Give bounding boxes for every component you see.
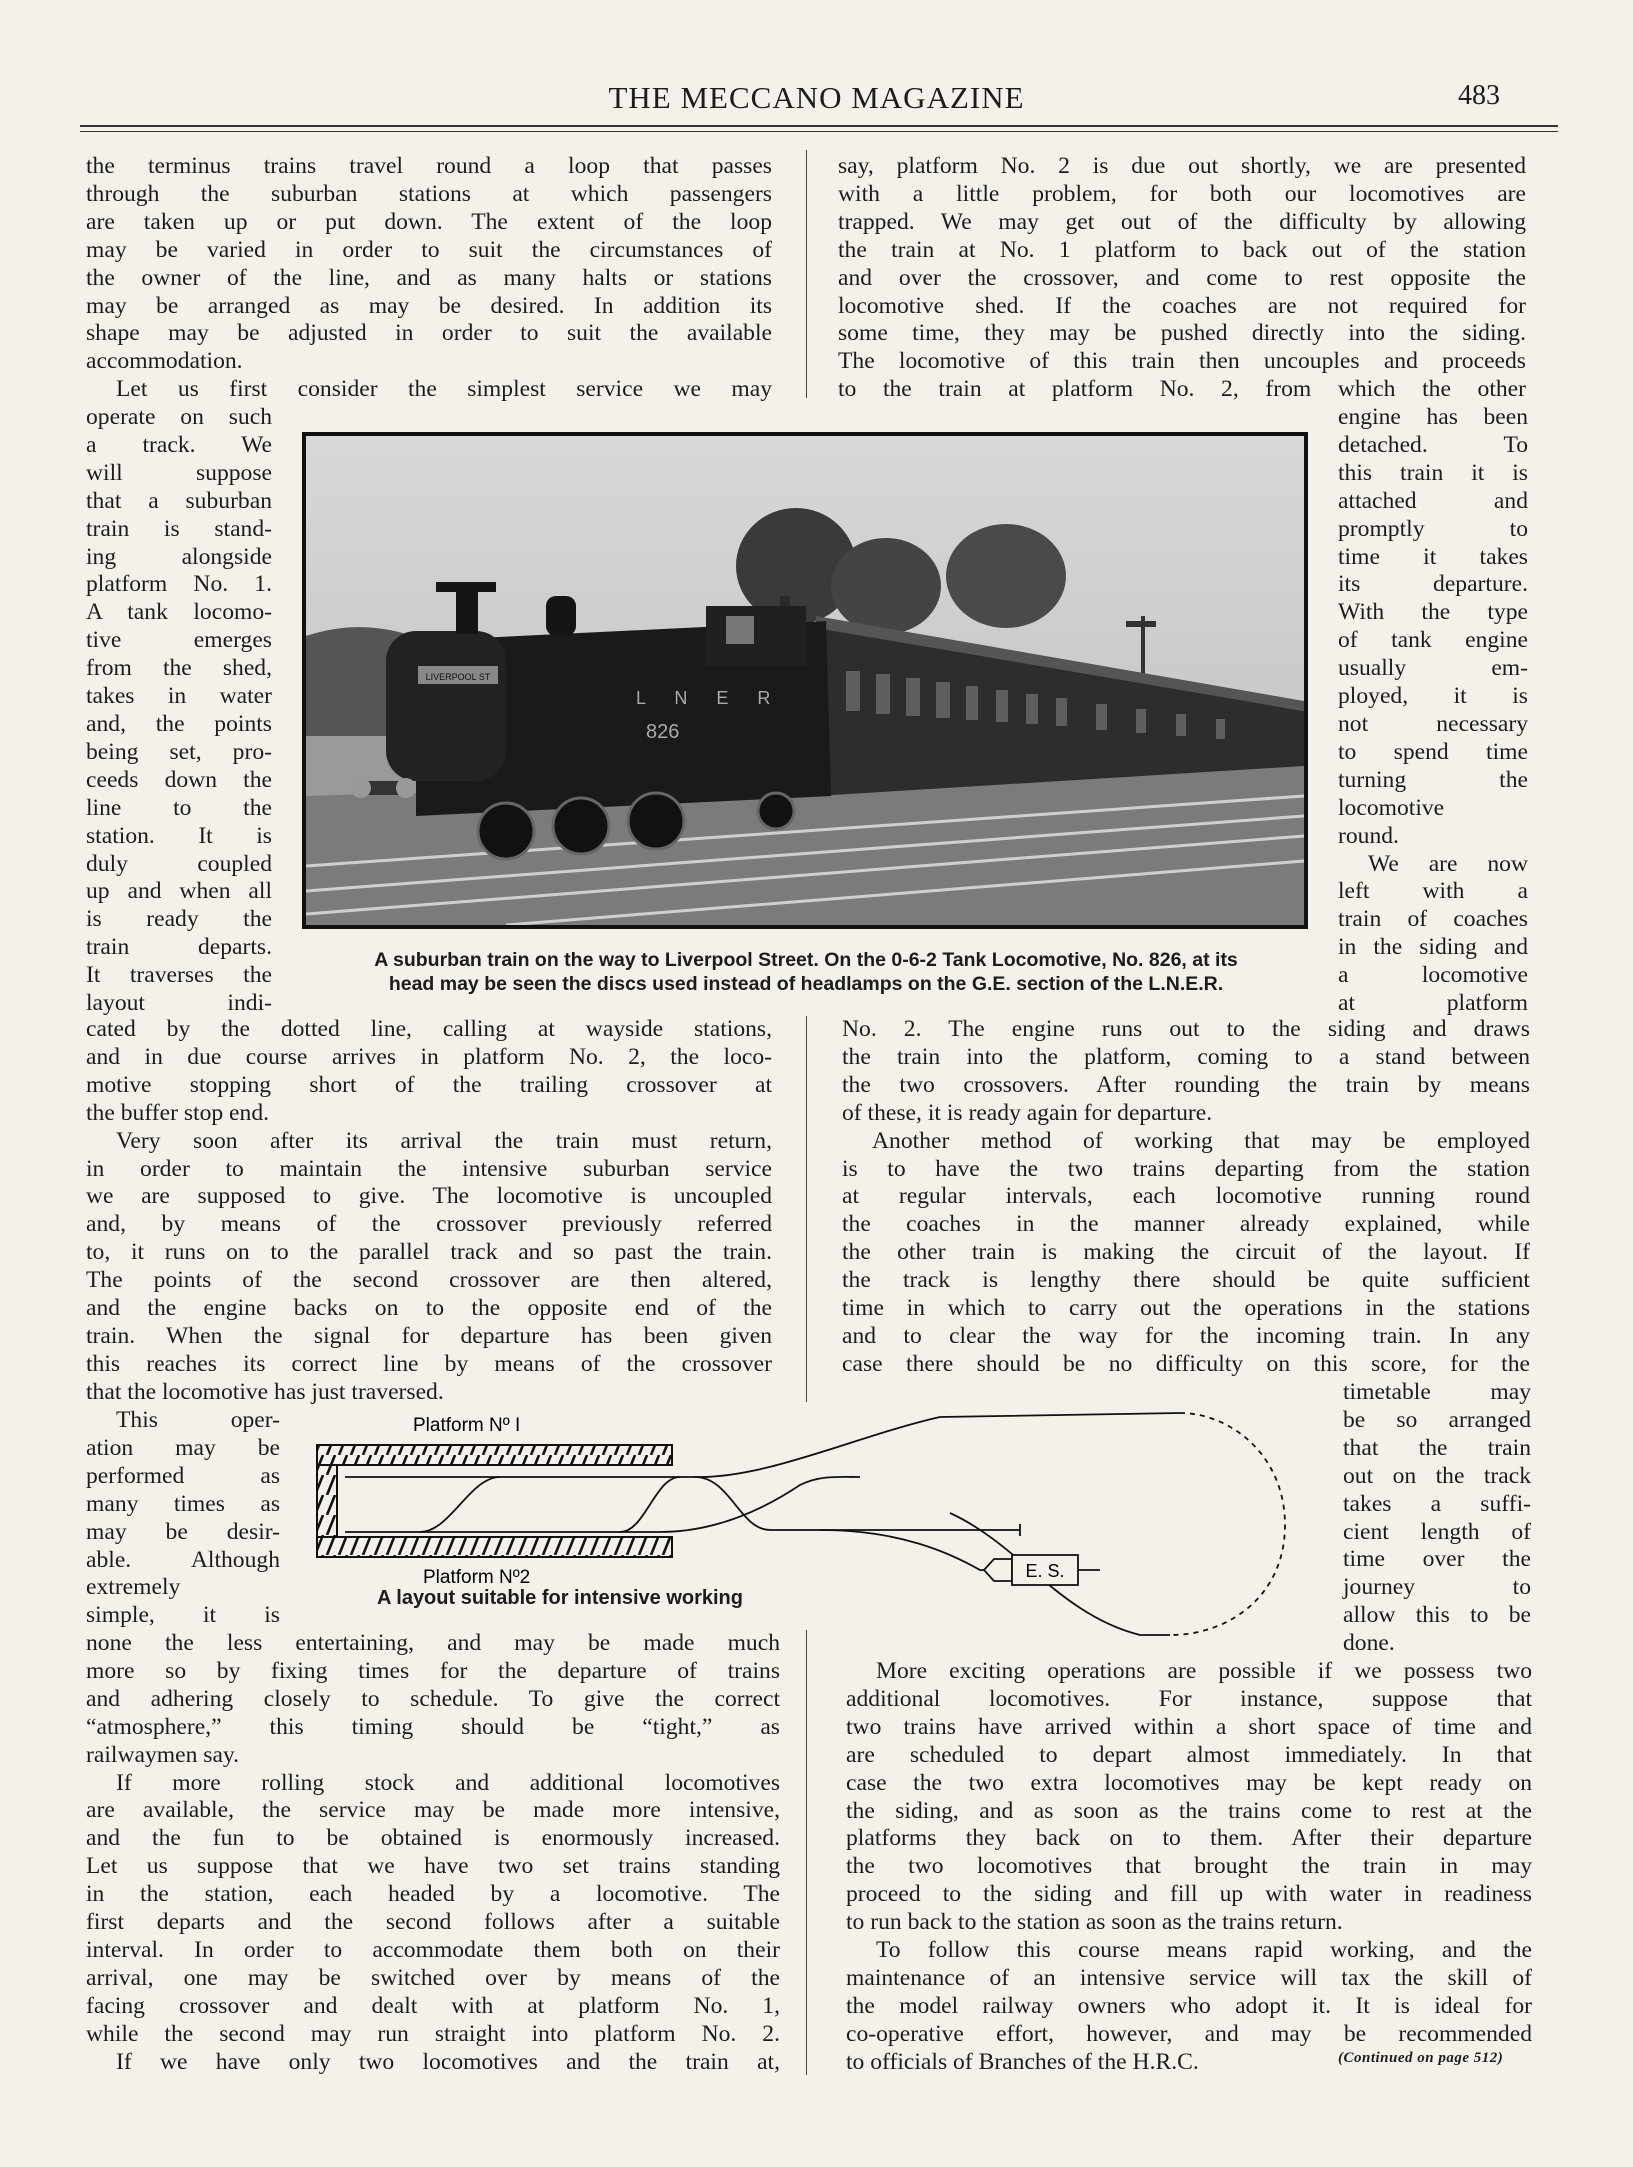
text-line: takes a suffi- bbox=[1343, 1490, 1531, 1517]
text-line: timetable may bbox=[1343, 1379, 1531, 1405]
text-line: and, by means of the crossover previously referred bbox=[86, 1211, 772, 1238]
magazine-title: THE MECCANO MAGAZINE bbox=[608, 80, 1025, 115]
text-line: and adhering closely to schedule. To give the correct bbox=[86, 1685, 780, 1712]
text-line: The points of the second crossover are then altered, bbox=[86, 1267, 772, 1294]
locomotive-photo bbox=[302, 432, 1308, 929]
text-line: duly coupled bbox=[86, 850, 272, 877]
text-line: none the less entertaining, and may be made much bbox=[86, 1630, 780, 1656]
text-line: cient length of bbox=[1343, 1518, 1531, 1545]
photo-caption-line-1: A suburban train on the way to Liverpool Street. On the 0-6-2 Tank Locomotive, No. 826, at its bbox=[374, 949, 1238, 971]
text-line: in the station, each headed by a locomotive. The bbox=[86, 1881, 780, 1908]
text-line: the other train is making the circuit of the layout. If bbox=[842, 1239, 1530, 1266]
text-line: this reaches its correct line by means of the crossover bbox=[86, 1350, 772, 1377]
text-line: time it takes bbox=[1338, 543, 1528, 570]
column-divider-mid bbox=[806, 1016, 807, 1402]
text-line: may be varied in order to suit the circumstances of bbox=[86, 236, 772, 263]
text-line: left with a bbox=[1338, 878, 1528, 905]
text-line: “atmosphere,” this timing should be “tight,” as bbox=[86, 1713, 780, 1740]
text-line: many times as bbox=[86, 1490, 280, 1517]
text-line: performed as bbox=[86, 1462, 280, 1489]
text-line: railwaymen say. bbox=[86, 1741, 240, 1768]
text-line: more so by fixing times for the departure of trains bbox=[86, 1657, 780, 1684]
right-column-bottom-text bbox=[846, 1658, 1532, 2077]
platform-2-label: Platform Nº2 bbox=[423, 1567, 531, 1588]
diagram-caption: A layout suitable for intensive working bbox=[377, 1587, 743, 1609]
text-line: ployed, it is bbox=[1338, 683, 1528, 710]
text-line: are taken up or put down. The extent of the loop bbox=[86, 208, 772, 235]
text-line: this train it is bbox=[1338, 459, 1528, 486]
loco-headboard: LIVERPOOL ST bbox=[425, 672, 491, 682]
text-line: say, platform No. 2 is due out shortly, we are presented bbox=[838, 153, 1526, 179]
text-line: not necessary bbox=[1338, 710, 1528, 737]
left-column-wrap-text-2 bbox=[86, 1407, 280, 1630]
loco-lettering: L N E R bbox=[636, 688, 783, 708]
text-line: station. It is bbox=[86, 822, 272, 849]
text-line: the train at No. 1 platform to back out of the station bbox=[838, 236, 1526, 263]
column-divider-top bbox=[806, 150, 807, 398]
text-line: the train into the platform, coming to a stand between bbox=[842, 1043, 1530, 1070]
column-divider-bottom bbox=[806, 1630, 807, 2075]
header-rule-thin bbox=[80, 131, 1558, 132]
engine-shed-label: E. S. bbox=[1025, 1561, 1065, 1581]
text-line: two trains have arrived within a short space of time and bbox=[846, 1713, 1532, 1740]
text-line: If more rolling stock and additional locomotives bbox=[116, 1769, 780, 1796]
text-line: able. Although bbox=[86, 1546, 280, 1573]
text-line: ceeds down the bbox=[86, 766, 272, 793]
text-line: of these, it is ready again for departure. bbox=[842, 1099, 1213, 1126]
right-column-top-text bbox=[838, 153, 1526, 404]
text-line: the two crossovers. After rounding the train by means bbox=[842, 1071, 1530, 1098]
text-line: at regular intervals, each locomotive running round bbox=[842, 1183, 1530, 1210]
text-line: This oper- bbox=[116, 1407, 280, 1433]
text-line: No. 2. The engine runs out to the siding and draws bbox=[842, 1016, 1530, 1042]
text-line: ing alongside bbox=[86, 543, 272, 570]
platform-1-label: Platform Nº I bbox=[413, 1415, 521, 1436]
text-line: will suppose bbox=[86, 459, 272, 486]
buffer-stop-platform bbox=[317, 1465, 337, 1537]
text-line: are available, the service may be made more intensive, bbox=[86, 1797, 780, 1824]
text-line: to the train at platform No. 2, from which the other bbox=[838, 376, 1526, 403]
text-line: accommodation. bbox=[86, 348, 243, 375]
text-line: case the two extra locomotives may be kept ready on bbox=[846, 1769, 1532, 1796]
text-line: additional locomotives. For instance, suppose that bbox=[846, 1685, 1532, 1712]
text-line: the buffer stop end. bbox=[86, 1099, 270, 1126]
text-line: time in which to carry out the operations in the stations bbox=[842, 1295, 1530, 1322]
text-line: is to have the two trains departing from the station bbox=[842, 1155, 1530, 1182]
text-line: and in due course arrives in platform No. 2, the loco- bbox=[86, 1043, 772, 1070]
text-line: facing crossover and dealt with at platform No. 1, bbox=[86, 1992, 780, 2019]
header-rule bbox=[80, 125, 1558, 127]
text-line: that the locomotive has just traversed. bbox=[86, 1378, 444, 1405]
text-line: case there should be no difficulty on this score, for the bbox=[842, 1350, 1530, 1377]
text-line: and to clear the way for the incoming train. In any bbox=[842, 1322, 1530, 1349]
text-line: out on the track bbox=[1343, 1462, 1531, 1489]
text-line: More exciting operations are possible if we possess two bbox=[876, 1658, 1532, 1684]
text-line: operate on such bbox=[86, 404, 272, 430]
text-line: shape may be adjusted in order to suit the available bbox=[86, 320, 772, 347]
text-line: turning the bbox=[1338, 766, 1528, 793]
text-line: of tank engine bbox=[1338, 627, 1528, 654]
text-line: engine has been bbox=[1338, 404, 1528, 430]
text-line: the coaches in the manner already explained, while bbox=[842, 1211, 1530, 1238]
text-line: co-operative effort, however, and may be recommended bbox=[846, 2020, 1532, 2047]
text-line: from the shed, bbox=[86, 655, 272, 682]
platform-2 bbox=[317, 1537, 672, 1557]
text-line: train of coaches bbox=[1338, 906, 1528, 933]
text-line: through the suburban stations at which passengers bbox=[86, 180, 772, 207]
text-line: motive stopping short of the trailing crossover at bbox=[86, 1071, 772, 1098]
text-line: the owner of the line, and as many halts or stations bbox=[86, 264, 772, 291]
text-line: Another method of working that may be employed bbox=[872, 1127, 1530, 1154]
text-line: time over the bbox=[1343, 1546, 1531, 1573]
text-line: proceed to the siding and fill up with water in readiness bbox=[846, 1881, 1532, 1908]
text-line: extremely bbox=[86, 1574, 181, 1601]
text-line: to spend time bbox=[1338, 738, 1528, 765]
left-column-top-text bbox=[86, 153, 772, 404]
text-line: Very soon after its arrival the train must return, bbox=[116, 1127, 772, 1154]
right-column-wrap-text-2 bbox=[1343, 1379, 1531, 1658]
page-number: 483 bbox=[1458, 80, 1500, 111]
right-column-wrap-text bbox=[1338, 404, 1528, 1018]
text-line: arrival, one may be switched over by means of the bbox=[86, 1964, 780, 1991]
text-line: A tank locomo- bbox=[86, 599, 272, 626]
text-line: It traverses the bbox=[86, 962, 272, 989]
text-line: be so arranged bbox=[1343, 1406, 1531, 1433]
right-column-middle-text bbox=[842, 1016, 1530, 1379]
text-line: its departure. bbox=[1338, 571, 1528, 598]
text-line: to officials of Branches of the H.R.C. bbox=[846, 2048, 1199, 2075]
text-line: journey to bbox=[1343, 1574, 1531, 1601]
text-line: the model railway owners who adopt it. It is ideal for bbox=[846, 1992, 1532, 2019]
text-line: layout indi- bbox=[86, 990, 272, 1017]
text-line: platform No. 1. bbox=[86, 571, 272, 598]
continued-note: (Continued on page 512) bbox=[1338, 2050, 1504, 2066]
text-line: To follow this course means rapid working, and the bbox=[876, 1937, 1532, 1964]
text-line: tive emerges bbox=[86, 627, 272, 654]
loco-number: 826 bbox=[646, 721, 680, 743]
left-column-bottom-text bbox=[86, 1630, 780, 2077]
platform-1 bbox=[317, 1445, 672, 1465]
left-column-middle-text bbox=[86, 1016, 772, 1407]
text-line: the siding, and as soon as the trains come to rest at the bbox=[846, 1797, 1532, 1824]
photo-caption bbox=[300, 948, 1312, 996]
text-line: are scheduled to depart almost immediately. In that bbox=[846, 1741, 1532, 1768]
train-illustration bbox=[306, 436, 1304, 925]
text-line: that the train bbox=[1343, 1434, 1531, 1461]
text-line: allow this to be bbox=[1343, 1602, 1531, 1629]
text-line: to, it runs on to the parallel track and so past the train. bbox=[86, 1239, 772, 1266]
text-line: the terminus trains travel round a loop that passes bbox=[86, 153, 772, 179]
text-line: and over the crossover, and come to rest opposite the bbox=[838, 264, 1526, 291]
text-line: in the siding and bbox=[1338, 934, 1528, 961]
text-line: maintenance of an intensive service will tax the skill of bbox=[846, 1964, 1532, 1991]
text-line: done. bbox=[1343, 1630, 1395, 1657]
text-line: detached. To bbox=[1338, 431, 1528, 458]
text-line: cated by the dotted line, calling at wayside stations, bbox=[86, 1016, 772, 1042]
text-line: platforms they back on to them. After their departure bbox=[846, 1825, 1532, 1852]
text-line: line to the bbox=[86, 794, 272, 821]
text-line: The locomotive of this train then uncouples and proceeds bbox=[838, 348, 1526, 375]
text-line: may be desir- bbox=[86, 1518, 280, 1545]
text-line: the two locomotives that brought the train in may bbox=[846, 1853, 1532, 1880]
text-line: takes in water bbox=[86, 683, 272, 710]
text-line: a track. We bbox=[86, 431, 272, 458]
text-line: ation may be bbox=[86, 1434, 280, 1461]
text-line: If we have only two locomotives and the train at, bbox=[116, 2048, 780, 2075]
text-line: we are supposed to give. The locomotive is uncoupled bbox=[86, 1183, 772, 1210]
text-line: With the type bbox=[1338, 599, 1528, 626]
text-line: and the engine backs on to the opposite end of the bbox=[86, 1295, 772, 1322]
text-line: being set, pro- bbox=[86, 738, 272, 765]
text-line: promptly to bbox=[1338, 515, 1528, 542]
track-layout-diagram bbox=[300, 1395, 1330, 1665]
text-line: Let us suppose that we have two set trains standing bbox=[86, 1853, 780, 1880]
text-line: locomotive bbox=[1338, 794, 1445, 821]
text-line: a locomotive bbox=[1338, 962, 1528, 989]
text-line: round. bbox=[1338, 822, 1399, 849]
text-line: usually em- bbox=[1338, 655, 1528, 682]
text-line: is ready the bbox=[86, 906, 272, 933]
text-line: the track is lengthy there should be quite sufficient bbox=[842, 1267, 1530, 1294]
text-line: train. When the signal for departure has been given bbox=[86, 1322, 772, 1349]
text-line: Let us first consider the simplest service we may bbox=[116, 376, 772, 403]
text-line: train departs. bbox=[86, 934, 272, 961]
text-line: locomotive shed. If the coaches are not required for bbox=[838, 292, 1526, 319]
text-line: simple, it is bbox=[86, 1602, 280, 1629]
text-line: and, the points bbox=[86, 710, 272, 737]
text-line: We are now bbox=[1368, 850, 1528, 877]
text-line: at platform bbox=[1338, 990, 1528, 1017]
text-line: may be arranged as may be desired. In addition its bbox=[86, 292, 772, 319]
text-line: attached and bbox=[1338, 487, 1528, 514]
text-line: and the fun to be obtained is enormously increased. bbox=[86, 1825, 780, 1852]
text-line: while the second may run straight into platform No. 2. bbox=[86, 2020, 780, 2047]
text-line: interval. In order to accommodate them both on their bbox=[86, 1936, 780, 1963]
text-line: some time, they may be pushed directly into the siding. bbox=[838, 320, 1526, 347]
left-column-wrap-text bbox=[86, 404, 272, 1018]
text-line: train is stand- bbox=[86, 515, 272, 542]
text-line: in order to maintain the intensive suburban service bbox=[86, 1155, 772, 1182]
photo-caption-line-2: head may be seen the discs used instead of headlamps on the G.E. section of the L.N.E.R. bbox=[388, 973, 1224, 995]
text-line: with a little problem, for both our locomotives are bbox=[838, 180, 1526, 207]
text-line: to run back to the station as soon as the trains return. bbox=[846, 1909, 1343, 1936]
text-line: up and when all bbox=[86, 878, 272, 905]
text-line: first departs and the second follows after a suitable bbox=[86, 1909, 780, 1936]
text-line: that a suburban bbox=[86, 487, 272, 514]
text-line: trapped. We may get out of the difficulty by allowing bbox=[838, 208, 1526, 235]
